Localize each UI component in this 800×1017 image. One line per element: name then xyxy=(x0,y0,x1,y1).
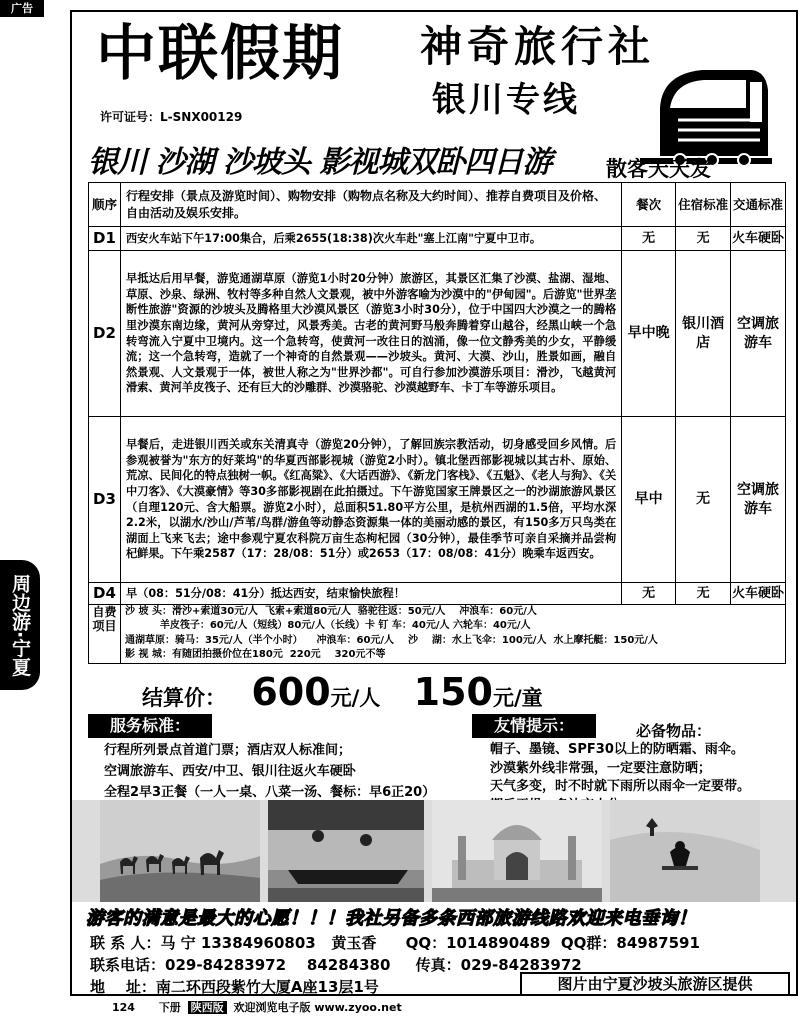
day-description: 早抵达后用早餐，游览通湖草原（游览1小时20分钟）旅游区，其景区汇集了沙漠、盐湖、湿地、草原、沙泉、绿洲、牧村等多种自然人文景观，被中外游客喻为沙漠中的"伊甸园"。后游览"世界垄断性旅游"资源的沙坡头及腾格里大沙漠风景区（游览3小时30分），位于中国四大沙漠之一的腾格里沙漠东南边缘，黄河从旁穿过，风景秀美。古老的黄河野马般奔腾着穿山越谷，经黑山峡一个急转弯流入宁夏中卫境内。这一个急转弯，使黄河一改往日的汹涌，像一位文静秀美的少女，平静缓流；这一个急转弯，造就了一个神奇的自然景观——沙坡头。黄河、大漠、沙山，胜景如画，融自然景观、人文景观于一体，被世人称之为"世界沙都"。可自行参加沙漠游乐项目：滑沙，飞越黄河滑索、黄河羊皮筏子、还有巨大的沙雕群、沙漠骆驼、沙漠越野车、卡丁车等游乐项目。 xyxy=(120,251,621,417)
camel-caravan-photo xyxy=(100,800,260,902)
self-pay-label: 自费项目 xyxy=(89,604,121,663)
edition-tag: 陕西版 xyxy=(188,1001,227,1014)
adult-price: 600 xyxy=(251,670,331,714)
contact-qq: QQ：1014890489 QQ群：84987591 xyxy=(405,934,700,952)
volume-label: 下册 xyxy=(158,1001,181,1014)
meals-cell: 无 xyxy=(622,227,676,251)
contact-address: 南二环西段紫竹大厦A座13层1号 xyxy=(155,978,379,996)
lake-boat-photo xyxy=(268,800,424,902)
tip-line: 天气多变，时不时就下雨所以雨伞一定要带。 xyxy=(490,779,751,794)
day-label: D3 xyxy=(89,417,121,583)
contact-persons: 马 宁 13384960803 黄玉香 xyxy=(160,934,377,952)
header-meals: 餐次 xyxy=(622,183,676,227)
service-line: 行程所列景点首道门票；酒店双人标准间； xyxy=(104,743,352,758)
photo-credit: 图片由宁夏沙坡头旅游区提供 xyxy=(520,972,790,996)
lodging-cell: 无 xyxy=(676,583,731,605)
table-header-row xyxy=(89,183,786,227)
contact-persons-line xyxy=(90,932,700,954)
tip-line: 沙漠紫外线非常强，一定要注意防晒； xyxy=(490,760,712,776)
contact-phone-label: 联系电话： xyxy=(90,956,166,974)
lodging-cell: 银川酒店 xyxy=(676,251,731,417)
table-row xyxy=(89,227,786,251)
self-pay-line: 沙 坡 头：滑沙+索道30元/人 飞索+索道80元/人 骆驼往返：50元/人 冲浪车：60元/人 xyxy=(125,606,537,617)
site-label: 欢迎浏览电子版 www.zyoo.net xyxy=(233,1001,402,1014)
service-line: 全程2早3正餐（一人一桌、八菜一汤、餐标：早6正20） xyxy=(104,785,436,800)
price-line xyxy=(142,672,543,718)
branch-name: 银川专线 xyxy=(432,80,580,120)
day-label: D1 xyxy=(89,227,121,251)
child-price: 150 xyxy=(413,670,493,714)
contact-fax: 传真：029-84283972 xyxy=(415,956,582,974)
self-pay-section xyxy=(88,604,786,664)
daily-departure: 散客天天发 xyxy=(606,157,711,181)
price-label: 结算价： xyxy=(142,686,226,710)
service-heading: 服务标准： xyxy=(88,714,212,738)
header-lodging: 住宿标准 xyxy=(676,183,731,227)
contact-phones: 029-84283972 84284380 xyxy=(165,956,391,974)
child-price-unit: 元/童 xyxy=(492,686,543,710)
self-pay-list xyxy=(125,605,781,663)
self-pay-line: 羊皮筏子：60元/人（短线）80元/人（长线）卡 钉 车：40元/人 六轮车：40元/人 xyxy=(125,620,531,632)
contact-phone-line xyxy=(90,954,582,976)
slogan-banner: 游客的满意是最大的心愿！！！我社另备多条西部旅游线路欢迎来电垂询！ xyxy=(86,908,697,929)
header-transport: 交通标准 xyxy=(731,183,786,227)
day-description: 西安火车站下午17:00集合，后乘2655(18:38)次火车赴"塞上江南"宁夏中卫市。 xyxy=(120,227,621,251)
day-description: 早餐后，走进银川西关或东关清真寺（游览20分钟），了解回族宗教活动，切身感受回乡风情。后参观被誉为"东方的好莱坞"的华夏西部影视城（游览2小时）。镇北堡西部影视城以其古朴、原始、荒凉、民间化的特点独树一帜。《红高粱》、《大话西游》、《新龙门客栈》、《五魁》、《老人与狗》、《关中刀客》、《大漠豪情》等30多部影视剧在此拍摄过。下午游览国家王牌景区之一的沙湖旅游风景区（自理120元、含大船票。游览2小时），总面积51.80平方公里，是杭州西湖的1.5倍，平均水深2.2米，以湖水/沙山/芦苇/鸟群/游鱼等动静态资源集一体的美丽动感的景区，有150多万只鸟类在湖面上飞来飞去；途中参观宁夏农科院万亩生态枸杞园（30分钟），最佳季节可亲自采摘并品尝枸杞鲜果。下午乘2587（17：28/08：51分）或2653（17：08/08：41分）晚乘车返西安。 xyxy=(120,417,621,583)
meals-cell: 早中晚 xyxy=(622,251,676,417)
header-itinerary: 行程安排（景点及游览时间）、购物安排（购物点名称及大约时间）、推荐自费项目及价格、自由活动及娱乐安排。 xyxy=(120,183,621,227)
contact-address-line xyxy=(90,976,379,998)
film-city-palace-photo xyxy=(432,800,602,902)
table-row xyxy=(89,417,786,583)
table-row xyxy=(89,583,786,605)
route-title: 银川 沙湖 沙坡头 影视城双卧四日游 xyxy=(88,145,552,180)
adult-price-unit: 元/人 xyxy=(330,686,381,710)
transport-cell: 空调旅游车 xyxy=(731,417,786,583)
ad-tag: 广告 xyxy=(0,0,44,17)
table-row xyxy=(89,251,786,417)
self-pay-line: 通湖草原：骑马：35元/人（半个小时） 冲浪车：60元/人 沙 湖：水上飞伞：100元/人 水上摩托艇：150元/人 xyxy=(125,634,658,646)
tips-heading: 友情提示： xyxy=(472,714,596,738)
agency-name: 神奇旅行社 xyxy=(420,22,656,71)
day-description: 早（08：51分/08：41分）抵达西安，结束愉快旅程！ xyxy=(120,583,621,605)
region-side-tab: 周边游·宁夏 xyxy=(0,560,40,690)
itinerary-table xyxy=(88,182,786,605)
header-seq: 顺序 xyxy=(89,183,121,227)
lodging-cell: 无 xyxy=(676,417,731,583)
transport-cell: 火车硬卧 xyxy=(731,583,786,605)
day-label: D4 xyxy=(89,583,121,605)
page-number: 124 xyxy=(112,1001,135,1014)
page-footer xyxy=(112,1000,402,1016)
transport-cell: 火车硬卧 xyxy=(731,227,786,251)
contact-persons-label: 联 系 人： xyxy=(90,934,161,952)
items-heading: 必备物品： xyxy=(636,722,712,740)
brand-logo-text: 中联假期 xyxy=(96,19,344,89)
lodging-cell: 无 xyxy=(676,227,731,251)
meals-cell: 无 xyxy=(622,583,676,605)
transport-cell: 空调旅游车 xyxy=(731,251,786,417)
meals-cell: 早中 xyxy=(622,417,676,583)
license-number: 许可证号：L-SNX00129 xyxy=(100,110,243,124)
self-pay-line: 影 视 城：有随团拍摄价位在180元 220元 320元不等 xyxy=(125,649,386,661)
service-list xyxy=(104,740,435,803)
day-label: D2 xyxy=(89,251,121,417)
service-line: 空调旅游车、西安/中卫、银川往返火车硬卧 xyxy=(104,764,356,779)
contact-address-label: 地 址： xyxy=(90,978,156,996)
sand-sliding-photo xyxy=(610,800,760,902)
tip-line: 帽子、墨镜、SPF30以上的防晒霜、雨伞。 xyxy=(490,742,744,757)
